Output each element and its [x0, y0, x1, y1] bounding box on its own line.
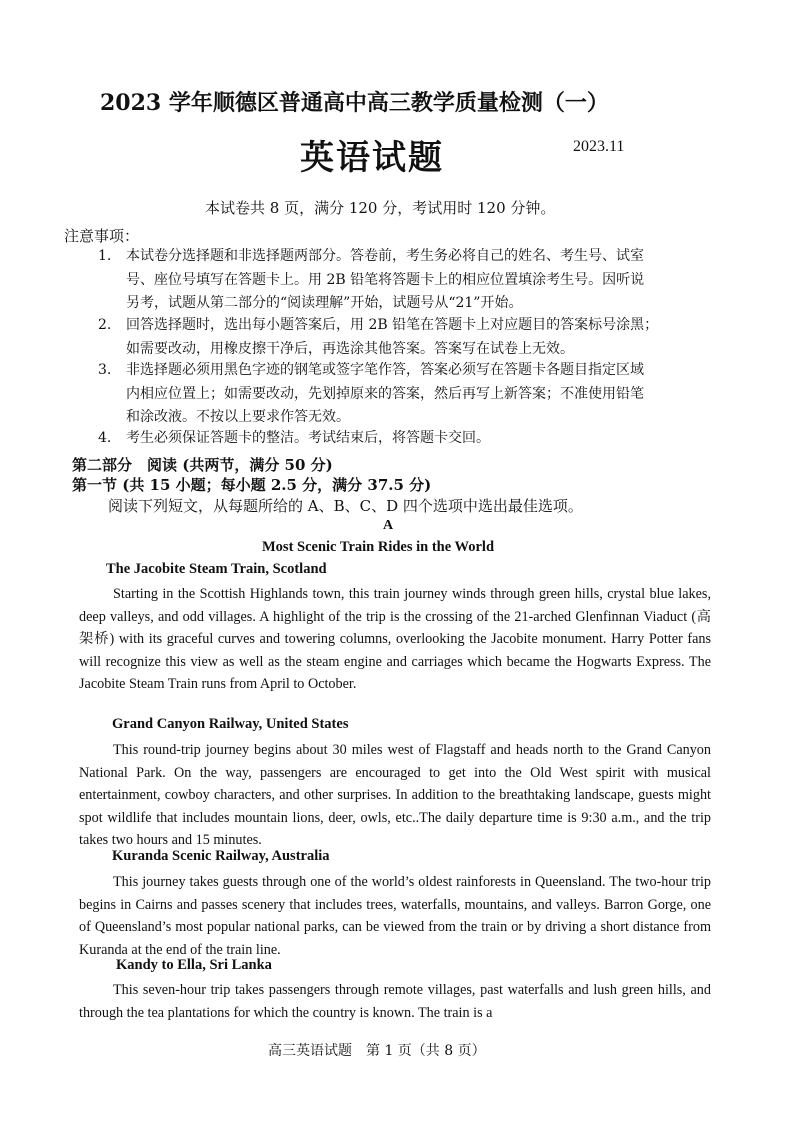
section-instruction: 阅读下列短文，从每题所给的 A、B、C、D 四个选项中选出最佳选项。 [108, 497, 583, 515]
note-line: 号、座位号填写在答题卡上。用 2B 铅笔将答题卡上的相应位置填涂考生号。因听说 [126, 271, 645, 288]
note-line: 和涂改液。不按以上要求作答无效。 [126, 409, 350, 425]
page-footer: 高三英语试题 第 1 页（共 8 页） [268, 1043, 486, 1059]
item-heading: The Jacobite Steam Train, Scotland [106, 561, 327, 577]
item-heading: Kandy to Ella, Sri Lanka [116, 957, 272, 973]
note-number: 4. [98, 430, 112, 446]
note-item [98, 245, 710, 316]
subject-title: 英语试题 [300, 138, 444, 178]
exam-date: 2023.11 [573, 138, 625, 155]
note-number: 1. [98, 248, 112, 264]
note-line: 内相应位置上；如需要改动，先划掉原来的答案，然后再写上新答案；不准使用铅笔 [126, 385, 644, 402]
item-paragraph: This seven-hour trip takes passengers through remote villages, past waterfalls and lush green hills, and through the tea plantations for which the country is known. The train is a [79, 982, 711, 1021]
item-heading: Grand Canyon Railway, United States [112, 716, 349, 732]
note-line: 另考，试题从第二部分的“阅读理解”开始，试题号从“21”开始。 [126, 295, 523, 311]
note-number: 3. [98, 362, 112, 378]
note-line: 考生必须保证答题卡的整洁。考试结束后，将答题卡交回。 [126, 430, 490, 446]
note-number: 2. [98, 317, 112, 333]
note-item [98, 427, 710, 451]
item-paragraph: Starting in the Scottish Highlands town, this train journey winds through green hills, crystal blue lakes, deep valleys, and odd villages. A highlight of the trip is the crossing of the 21-arched Glenfinnan Viaduct (高架桥) with its graceful curves and towering columns, overlooking the Jacobite monument. Harry Potter fans will recognize this view as well as the steam engine and carriages which became the Hogwarts Express. The Jacobite Steam Train runs from April to October. [79, 586, 711, 692]
item-paragraph: This journey takes guests through one of the world’s oldest rainforests in Queensland. The two-hour trip begins in Cairns and passes scenery that includes trees, waterfalls, mountains, and valleys. Barron Gorge, one of Queensland’s most popular national parks, can be viewed from the train or by driving a short distance from Kuranda at the end of the train line. [79, 874, 711, 958]
passage-title: Most Scenic Train Rides in the World [262, 539, 495, 555]
note-line: 回答选择题时，选出每小题答案后，用 2B 铅笔在答题卡上对应题目的答案标号涂黑； [126, 317, 659, 333]
exam-info: 本试卷共 8 页，满分 120 分，考试用时 120 分钟。 [205, 199, 556, 217]
passage-letter: A [383, 518, 394, 533]
note-item [98, 359, 710, 430]
note-line: 非选择题必须用黑色字迹的钢笔或签字笔作答，答案必须写在答题卡各题目指定区域 [126, 362, 644, 378]
notes-heading: 注意事项： [64, 227, 140, 245]
item-paragraph: This round-trip journey begins about 30 miles west of Flagstaff and heads north to the Grand Canyon National Park. On the way, passengers are encouraged to get into the Old West spirit with musical entertainment, cowboy characters, and other surprises. In addition to the breathtaking landscape, guests might spot wildlife that includes mountain lions, deer, owls, etc..The daily departure time is 9:30 a.m., and the trip takes two hours and 15 minutes. [79, 742, 711, 848]
note-line: 本试卷分选择题和非选择题两部分。答卷前，考生务必将自己的姓名、考生号、试室 [126, 248, 644, 264]
item-heading: Kuranda Scenic Railway, Australia [112, 848, 330, 864]
note-item [98, 314, 710, 361]
section-sub-heading: 第一节 (共 15 小题；每小题 2.5 分，满分 37.5 分) [72, 476, 432, 494]
note-line: 如需要改动，用橡皮擦干净后，再选涂其他答案。答案写在试卷上无效。 [126, 340, 574, 357]
section-part-heading: 第二部分 阅读 (共两节，满分 50 分) [72, 456, 333, 474]
exam-title: 2023 学年顺德区普通高中高三教学质量检测（一） [100, 90, 609, 116]
